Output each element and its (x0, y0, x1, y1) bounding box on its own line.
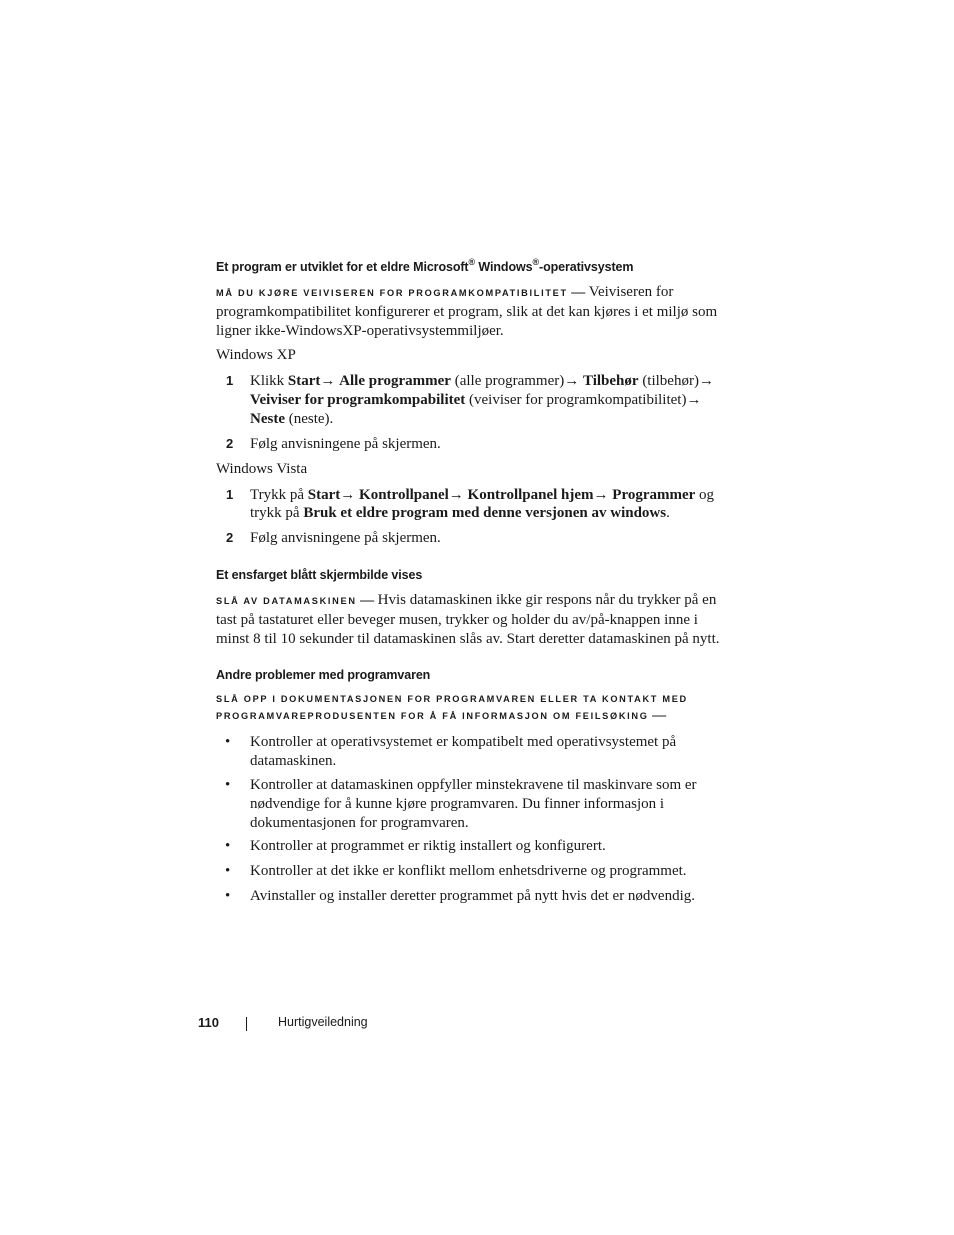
menu-path-control-panel: Kontrollpanel (359, 486, 449, 503)
arrow: → (564, 373, 583, 390)
step-xp-2 (216, 435, 726, 454)
bullet-icon: • (225, 776, 231, 793)
menu-path-programs: Programmer (612, 486, 696, 503)
menu-path-start: Start (307, 486, 341, 503)
run-in-heading-documentation (216, 691, 726, 724)
arrow: → (593, 486, 613, 503)
bullet-icon: • (225, 887, 231, 904)
paragraph-compat-wizard (216, 283, 726, 340)
bullet-item (216, 837, 726, 856)
paragraph-power-off (216, 591, 726, 648)
bullet-icon: • (225, 838, 231, 855)
os-label-vista: Windows Vista (216, 460, 308, 477)
run-in-heading-line: PROGRAMVAREPRODUSENTEN FOR Å FÅ INFORMASJON OM FEILSØKING (216, 711, 649, 722)
step-text: (tilbehør) (638, 373, 699, 390)
menu-path-next: Neste (250, 410, 285, 427)
footer-separator (246, 1017, 247, 1031)
heading-text: Et program er utviklet for et eldre Microsoft (216, 260, 469, 274)
step-text: Klikk (250, 373, 288, 390)
arrow: → (448, 486, 468, 503)
paragraph-text: Hvis datamaskinen ikke gir respons når du trykker på en tast på tastaturet eller beveger musen, trykker og holder du av/på-knappen inne i minst 8 til 10 sekunder til datamaskinen slås av. Start deretter datamaskinen på nytt. (216, 591, 720, 647)
bullet-text: Kontroller at det ikke er konflikt mellom enhetsdriverne og programmet. (250, 863, 687, 880)
step-vista-1 (216, 486, 726, 524)
menu-path-compat-wizard: Veiviser for programkompabilitet (250, 392, 466, 409)
run-in-heading: SLÅ AV DATAMASKINEN (216, 595, 357, 606)
bullet-text: Kontroller at programmet er riktig installert og konfigurert. (250, 838, 606, 855)
menu-path-all-programs: Alle programmer (339, 373, 451, 390)
registered-mark: ® (468, 256, 476, 267)
registered-mark: ® (532, 256, 540, 267)
em-dash: — (567, 285, 589, 300)
footer-title: Hurtigveiledning (278, 1015, 368, 1029)
step-text: (neste). (284, 410, 334, 427)
step-text: (alle programmer) (450, 373, 565, 390)
step-xp-1 (216, 372, 726, 428)
bullet-icon: • (225, 734, 231, 751)
step-number: 1 (226, 486, 234, 502)
step-text: . (666, 505, 670, 522)
menu-path-start: Start (287, 373, 321, 390)
paragraph-text: Veiviseren for programkompatibilitet konfigurerer et program, slik at det kan kjøres i et miljø som ligner ikke-WindowsXP-operativsystemmiljøer. (216, 284, 718, 339)
heading-text: Windows (475, 260, 533, 274)
bullet-item (216, 733, 726, 771)
arrow: → (698, 373, 714, 390)
em-dash: — (648, 708, 667, 724)
arrow: → (340, 486, 360, 503)
run-in-heading: MÅ DU KJØRE VEIVISEREN FOR PROGRAMKOMPATIBILITET (216, 288, 568, 298)
run-in-heading-line: SLÅ OPP I DOKUMENTASJONEN FOR PROGRAMVAREN ELLER TA KONTAKT MED (216, 694, 688, 705)
step-number: 2 (226, 530, 234, 546)
bullet-text: Kontroller at datamaskinen oppfyller minstekravene til maskinvare som er nødvendige for å kunne kjøre programvaren. Du finner informasjon i dokumentasjonen for programvaren. (250, 776, 697, 831)
step-text: Følg anvisningene på skjermen. (250, 435, 441, 452)
page-content (216, 256, 726, 906)
page-number: 110 (198, 1015, 219, 1030)
step-text: Trykk på (250, 486, 308, 503)
step-vista-2 (216, 529, 726, 548)
bullet-text: Kontroller at operativsystemet er kompatibelt med operativsystemet på datamaskinen. (250, 734, 677, 770)
step-number: 1 (226, 373, 234, 389)
bullet-icon: • (225, 863, 231, 880)
bullet-text: Avinstaller og installer deretter programmet på nytt hvis det er nødvendig. (250, 887, 696, 904)
step-text: Følg anvisningene på skjermen. (250, 530, 441, 547)
arrow: → (686, 392, 702, 409)
bullet-item (216, 887, 726, 906)
step-text: (veiviser for programkompatibilitet) (465, 392, 687, 409)
section-heading-old-program (216, 256, 726, 278)
menu-path-accessories: Tilbehør (582, 373, 639, 390)
arrow: → (320, 373, 340, 390)
menu-path-use-older-program: Bruk et eldre program med denne versjonen av windows (303, 505, 667, 522)
bullet-item (216, 776, 726, 832)
heading-text: -operativsystem (539, 260, 634, 274)
step-number: 2 (226, 435, 234, 451)
bullet-item (216, 862, 726, 881)
menu-path-control-panel-home: Kontrollpanel hjem (467, 486, 594, 503)
section-heading-blue-screen: Et ensfarget blått skjermbilde vises (216, 567, 423, 582)
em-dash: — (356, 592, 378, 608)
os-label-xp: Windows XP (216, 347, 296, 364)
section-heading-other-problems: Andre problemer med programvaren (216, 668, 431, 683)
step-text: og trykk på (250, 486, 715, 522)
